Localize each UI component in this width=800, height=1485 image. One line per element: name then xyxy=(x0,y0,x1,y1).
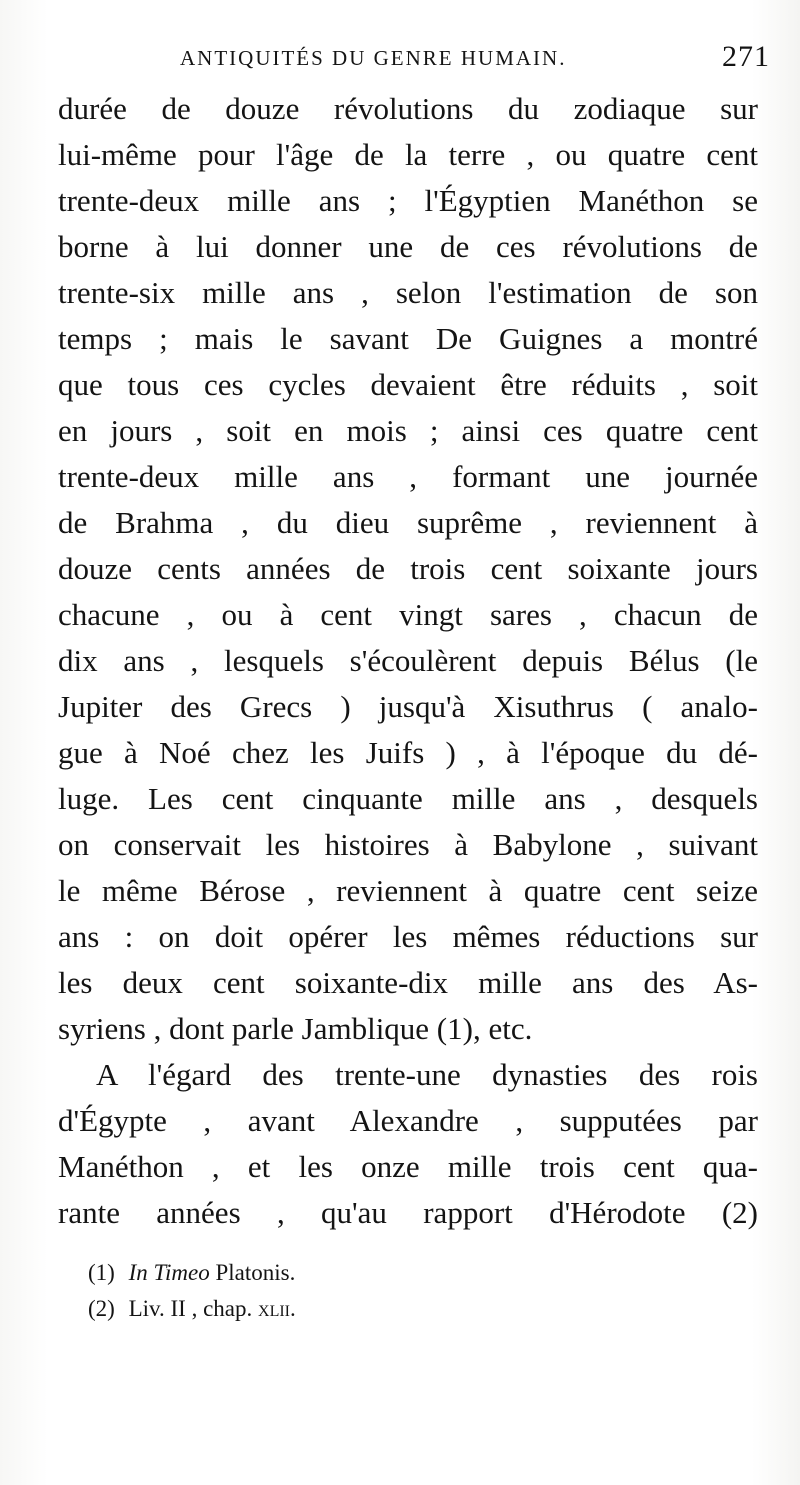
text-line: Manéthon , et les onze mille trois cent qua- xyxy=(58,1149,758,1184)
text-line: rante années , qu'au rapport d'Hérodote (2) xyxy=(58,1195,758,1230)
text-line: Jupiter des Grecs ) jusqu'à Xisuthrus ( analo- xyxy=(58,689,758,724)
text-line: durée de douze révolutions du zodiaque sur xyxy=(58,91,758,126)
text-line: gue à Noé chez les Juifs ) , à l'époque du dé- xyxy=(58,735,758,770)
text-line: lui-même pour l'âge de la terre , ou quatre cent xyxy=(58,137,758,172)
text-line: temps ; mais le savant De Guignes a montré xyxy=(58,321,758,356)
paragraph-end-line: syriens , dont parle Jamblique (1), etc. xyxy=(58,1011,533,1046)
footnotes xyxy=(88,1255,688,1327)
body-text xyxy=(58,86,758,1236)
text-line: dix ans , lesquels s'écoulèrent depuis Bélus (le xyxy=(58,643,758,678)
text-line: trente-deux mille ans ; l'Égyptien Manéthon se xyxy=(58,183,758,218)
footnote-marker: (1) xyxy=(88,1260,115,1285)
paragraph-start-line: A l'égard des trente-une dynasties des rois xyxy=(96,1057,758,1092)
text-line: luge. Les cent cinquante mille ans , desquels xyxy=(58,781,758,816)
running-head xyxy=(55,40,770,80)
footnote-text: Liv. II , chap. xyxy=(128,1296,253,1321)
text-line: en jours , soit en mois ; ainsi ces quatre cent xyxy=(58,413,758,448)
text-line: d'Égypte , avant Alexandre , supputées par xyxy=(58,1103,758,1138)
text-line: trente-six mille ans , selon l'estimation de son xyxy=(58,275,758,310)
running-head-title: ANTIQUITÉS DU GENRE HUMAIN. xyxy=(180,46,567,70)
text-line: le même Bérose , reviennent à quatre cent seize xyxy=(58,873,758,908)
footnote-2 xyxy=(88,1291,688,1327)
text-line: que tous ces cycles devaient être réduits , soit xyxy=(58,367,758,402)
text-line: de Brahma , du dieu suprême , reviennent à xyxy=(58,505,758,540)
text-line: les deux cent soixante-dix mille ans des As- xyxy=(58,965,758,1000)
footnote-marker: (2) xyxy=(88,1296,115,1321)
footnote-chapter-numeral: xlii. xyxy=(258,1296,296,1321)
footnote-text: Platonis. xyxy=(215,1260,296,1285)
text-line: chacune , ou à cent vingt sares , chacun de xyxy=(58,597,758,632)
footnote-italic-title: In Timeo xyxy=(128,1260,210,1285)
text-line: douze cents années de trois cent soixante jours xyxy=(58,551,758,586)
text-line: trente-deux mille ans , formant une journée xyxy=(58,459,758,494)
text-line: on conservait les histoires à Babylone , suivant xyxy=(58,827,758,862)
text-line: borne à lui donner une de ces révolutions de xyxy=(58,229,758,264)
page-number: 271 xyxy=(722,40,770,73)
text-line: ans : on doit opérer les mêmes réductions sur xyxy=(58,919,758,954)
footnote-1 xyxy=(88,1255,688,1291)
